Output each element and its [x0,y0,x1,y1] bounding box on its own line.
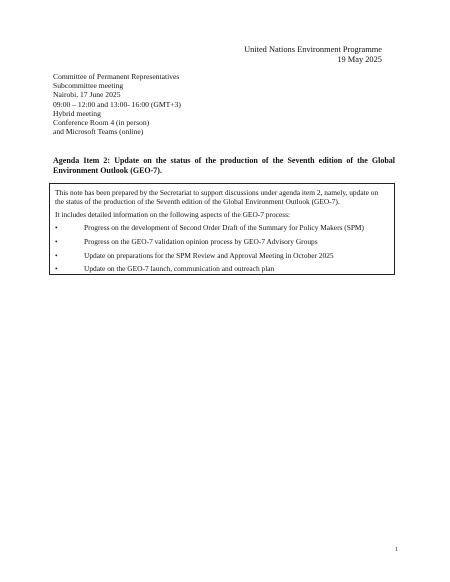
meeting-line: Hybrid meeting [53,108,101,118]
list-item-text: Progress on the development of Second Order Draft of the Summary for Policy Makers (SPM) [84,223,364,232]
agenda-item-title: Agenda Item 2: Update on the status of the production of the Seventh edition of the Global Environment Outlook (GEO-7). [53,156,395,175]
list-item-text: Update on preparations for the SPM Review and Approval Meeting in October 2025 [84,250,334,260]
organization-name: United Nations Environment Programme [244,45,382,54]
page-number: 1 [395,547,398,553]
meeting-line: 09:00 – 12:00 and 13:00- 16:00 (GMT+3) [53,99,181,109]
meeting-line: Committee of Permanent Representatives [53,72,180,81]
note-lead: It includes detailed information on the following aspects of the GEO-7 process: [55,210,291,219]
meeting-line: and Microsoft Teams (online) [53,127,144,137]
note-box [49,183,395,275]
meeting-line: Conference Room 4 (in person) [53,118,150,128]
bullet-icon: • [55,264,58,274]
bullet-icon: • [55,236,58,246]
list-item [55,251,389,260]
document-header [244,45,382,65]
document-date: 19 May 2025 [337,55,382,64]
bullet-icon: • [55,223,58,232]
note-intro: This note has been prepared by the Secretariat to support discussions under agenda item 2, namely, update on the status of the production of the Seventh edition of the Global Environment Outlook (GEO-7). [55,188,379,206]
list-item [55,237,389,246]
bullet-icon: • [55,250,58,260]
aspects-list [55,223,389,273]
list-item [55,264,389,273]
list-item-text: Update on the GEO-7 launch, communication and outreach plan [84,264,275,274]
meeting-line: Nairobi, 17 June 2025 [53,90,121,100]
list-item [55,223,389,232]
meeting-line: Subcommittee meeting [53,81,124,91]
list-item-text: Progress on the GEO-7 validation opinion process by GEO-7 Advisory Groups [84,236,318,246]
meeting-details [53,72,181,136]
